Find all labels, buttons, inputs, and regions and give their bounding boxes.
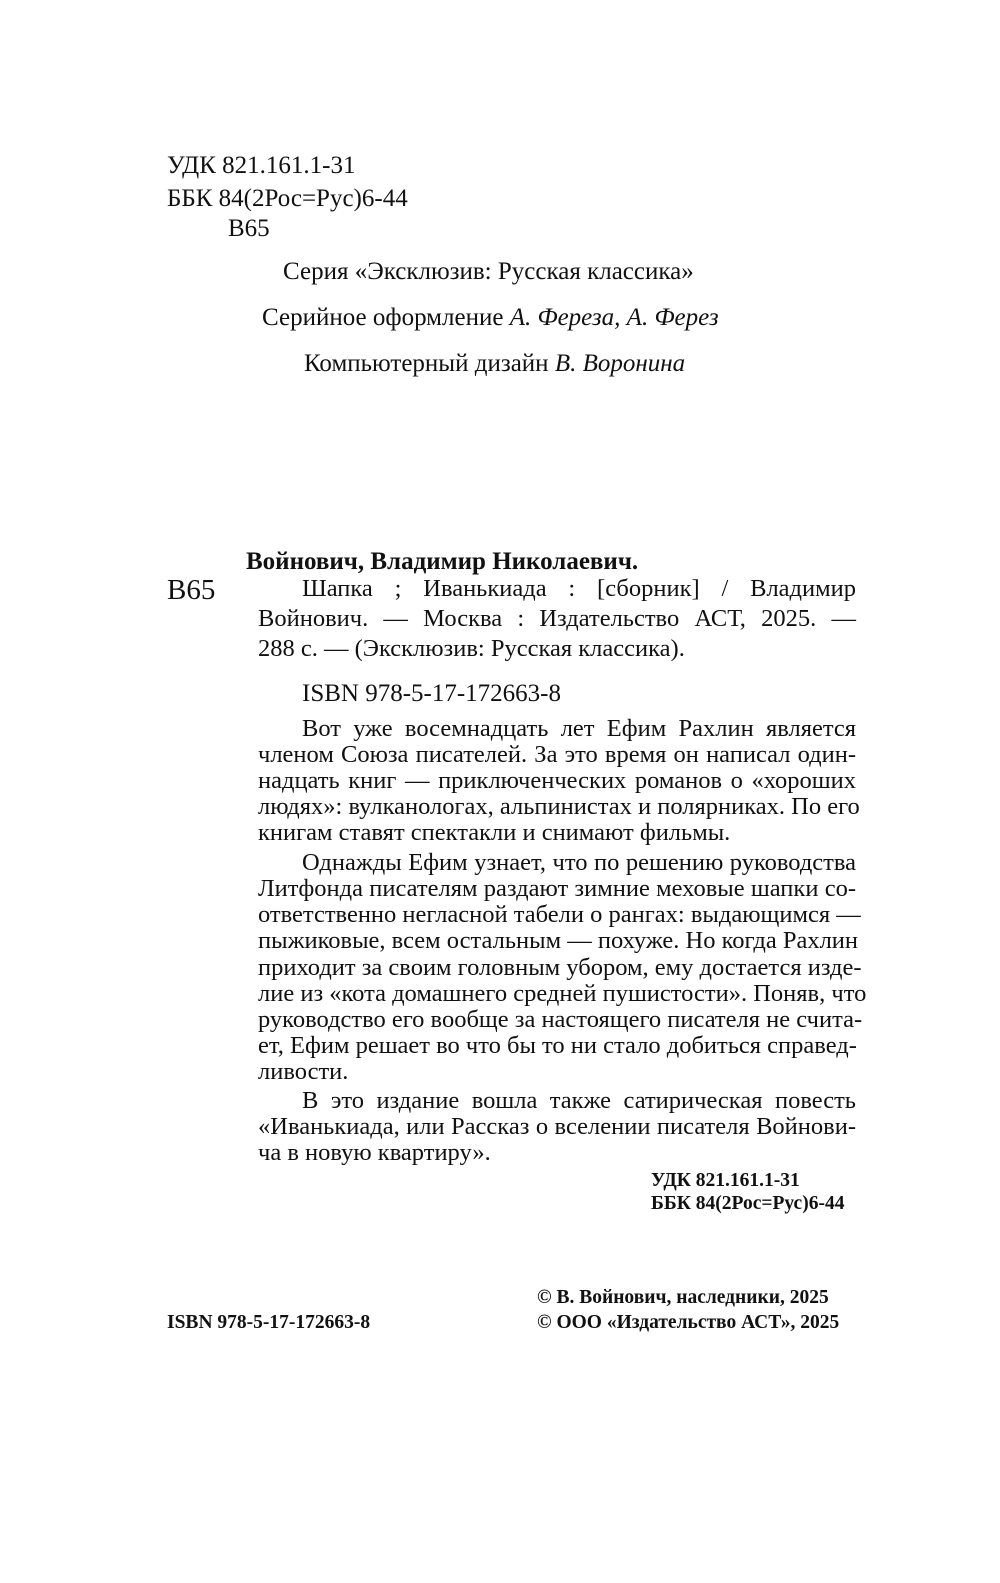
annotation-line: надцать книг — приключенческих романов о «хороших — [258, 767, 856, 794]
annotation-line: ливости. — [258, 1058, 349, 1085]
annotation-line: книгам ставят спектакли и снимают фильмы. — [258, 819, 731, 846]
annotation-line: членом Союза писателей. За это время он написал один- — [258, 741, 856, 768]
computer-design-name: В. Воронина — [554, 350, 686, 377]
series-line: Серия «Эксклюзив: Русская классика» — [283, 258, 694, 285]
catalog-bbk: ББК 84(2Рос=Рус)6-44 — [651, 1193, 845, 1214]
annotation-line: Однажды Ефим узнает, что по решению руководства — [302, 849, 856, 876]
series-design-names: А. Фереза, А. Ферез — [509, 304, 719, 331]
catalog-code: В65 — [167, 574, 216, 606]
bbk-header: ББК 84(2Рос=Рус)6-44 — [167, 185, 408, 212]
udk-header: УДК 821.161.1-31 — [167, 152, 356, 179]
annotation-line: Литфонда писателям раздают зимние меховые шапки со- — [258, 875, 856, 902]
annotation-line: ответственно негласной табели о рангах: выдающимся — — [258, 901, 861, 928]
computer-design-line — [304, 349, 685, 379]
catalog-desc-line: Шапка ; Иванькиада : [сборник] / Владимир — [302, 575, 856, 602]
catalog-isbn: ISBN 978-5-17-172663-8 — [302, 680, 562, 707]
annotation-line: лие из «кота домашнего средней пушистости». Поняв, что — [258, 980, 867, 1007]
annotation-line: пыжиковые, всем остальным — похуже. Но когда Рахлин — [258, 927, 859, 954]
annotation-line: ча в новую квартиру». — [258, 1139, 491, 1166]
author-code-header: В65 — [228, 215, 270, 242]
computer-design-label: Компьютерный дизайн — [304, 350, 555, 377]
annotation-line: руководство его вообще за настоящего писателя не счита- — [258, 1006, 863, 1033]
copyright-author: © В. Войнович, наследники, 2025 — [537, 1287, 829, 1308]
catalog-desc-line: 288 с. — (Эксклюзив: Русская классика). — [258, 635, 685, 662]
annotation-line: людях»: вулканологах, альпинистах и полярниках. По его — [258, 793, 860, 820]
series-design-line — [262, 303, 719, 333]
annotation-line: приходит за своим головным убором, ему достается изде- — [258, 954, 862, 981]
copyright-publisher: © ООО «Издательство АСТ», 2025 — [537, 1312, 840, 1333]
catalog-desc-line: Войнович. — Москва : Издательство АСТ, 2025. — — [258, 605, 856, 632]
annotation-line: В это издание вошла также сатирическая повесть — [302, 1087, 856, 1114]
catalog-author: Войнович, Владимир Николаевич. — [246, 548, 639, 575]
footer-isbn: ISBN 978-5-17-172663-8 — [167, 1312, 371, 1333]
annotation-line: Вот уже восемнадцать лет Ефим Рахлин является — [302, 715, 856, 742]
catalog-udk: УДК 821.161.1-31 — [651, 1170, 800, 1191]
annotation-line: ет, Ефим решает во что бы то ни стало добиться справед- — [258, 1032, 857, 1059]
series-design-label: Серийное оформление — [262, 304, 510, 331]
annotation-line: «Иванькиада, или Рассказ о вселении писателя Войнови- — [258, 1113, 856, 1140]
